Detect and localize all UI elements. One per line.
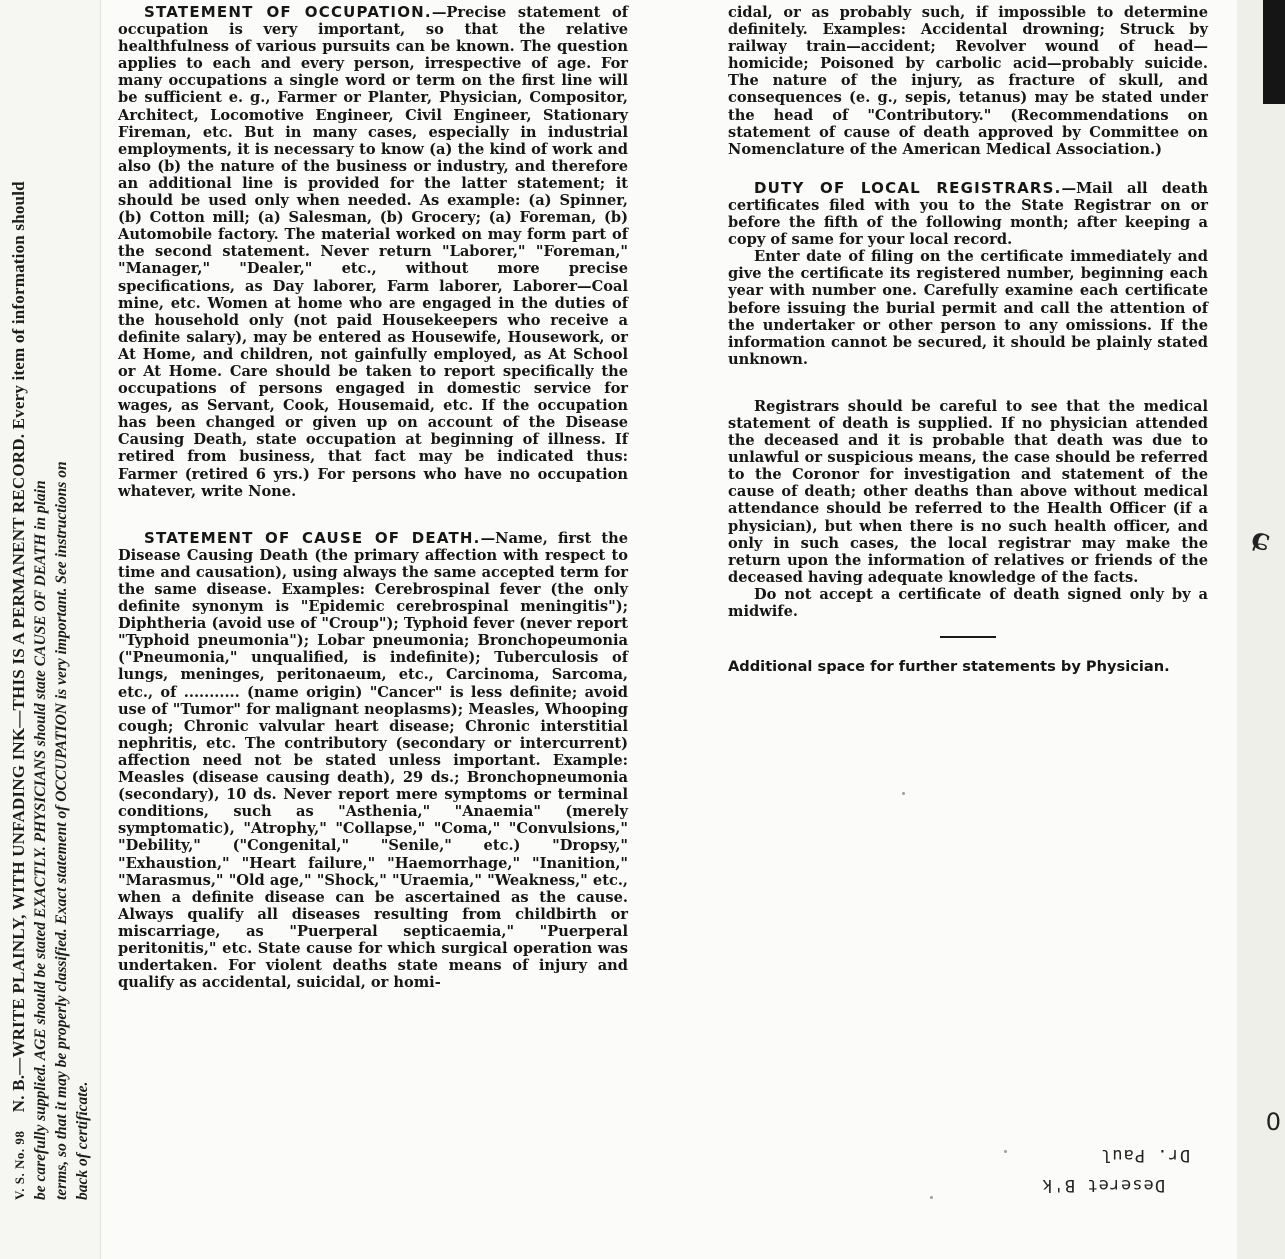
margin-line-4: back of certificate. [74,1081,91,1200]
registrars-paragraph-2: Enter date of filing on the certificate immediately and give the certificate its registered number, beginning each year with number one. Carefully examine each certificate before issuing the burial permit and call the attention of the undertaker or other person to any omissions. If the information cannot be secured, it should be plainly stated unknown. [728,248,1208,368]
left-column [118,4,628,991]
edge-mark: 0 [1265,1108,1281,1136]
margin-line-2: be carefully supplied. AGE should be stated EXACTLY. PHYSICIANS should state CAUSE OF DEATH in plain [32,480,49,1200]
ink-speck [1004,1150,1007,1153]
margin-line-1: N. B.—WRITE PLAINLY, WITH UNFADING INK—THIS IS A PERMANENT RECORD. Every item of information should [9,181,28,1113]
ink-mark-icon: ɕ [1247,520,1275,559]
margin-instructions [8,50,93,1200]
occupation-heading: STATEMENT OF OCCUPATION. [144,3,432,21]
right-edge-dark-corner [1263,0,1285,104]
margin-line-3: terms, so that it may be properly classified. Exact statement of OCCUPATION is very important. See instructions on [53,461,70,1200]
ink-speck [930,1196,933,1199]
registrars-paragraph-4: Do not accept a certificate of death signed only by a midwife. [728,585,1208,620]
stamp-line-2: Dr. Paul [1100,1145,1190,1165]
additional-space-heading: Additional space for further statements by Physician. [728,658,1170,676]
upside-down-stamp [965,1140,1195,1200]
section-divider [940,636,996,638]
left-margin-strip [0,0,101,1259]
cause-continuation: cidal, or as probably such, if impossible to determine definitely. Examples: Accidental drowning; Struck by railway train—accident; Revolver wound of head—homicide; Poisoned by carbolic acid—probably suicide. The nature of the injury, as fracture of skull, and consequences (e. g., sepis, tetanus) may be stated under the head of "Contributory." (Recommendations on statement of cause of death approved by Committee on Nomenclature of the American Medical Association.) [728,4,1208,158]
right-edge-strip [1237,0,1285,1259]
occupation-paragraph [118,4,628,500]
cause-heading: STATEMENT OF CAUSE OF DEATH. [144,528,481,547]
stamp-line-1: Deseret B'k [1041,1175,1165,1195]
form-number: V. S. No. 98 [12,1130,27,1200]
cause-paragraph [118,530,628,992]
registrars-heading: DUTY OF LOCAL REGISTRARS. [754,178,1062,197]
ink-speck [902,792,905,795]
registrars-paragraph-3: Registrars should be careful to see that the medical statement of death is supplied. If no physician attended the deceased and it is probable that death was due to unlawful or suspicious means, the case should be referred to the Coronor for investigation and statement of the cause of death; other deaths than above without medical attendance should be referred to the Health Officer (if a physician), but when there is no such health officer, and only in such cases, the local registrar may make the return upon the information of relatives or friends of the deceased having adequate knowledge of the facts. [728,397,1208,586]
registrars-paragraph-1 [728,180,1208,248]
occupation-text: —Precise statement of occupation is very important, so that the relative healthfulness of various pursuits can be known. The question applies to each and every person, irrespective of age. For many occupations a single word or term on the first line will be sufficient e. g., Farmer or Planter, Physician, Compositor, Architect, Locomotive Engineer, Civil Engineer, Stationary Fireman, etc. But in many cases, especially in industrial employments, it is necessary to know (a) the kind of work and also (b) the nature of the business or industry, and therefore an additional line is provided for the latter statement; it should be used only when needed. As example: (a) Spinner, (b) Cotton mill; (a) Salesman, (b) Grocery; (a) Foreman, (b) Automobile factory. The material worked on may form part of the second statement. Never return "Laborer," "Foreman," "Manager," "Dealer," etc., without more precise specifications, as Day laborer, Farm laborer, Laborer—Coal mine, etc. Women at home who are engaged in the duties of the household only (not paid Housekeepers who receive a definite salary), may be entered as Housewife, Housework, or At Home, and children, not gainfully employed, as At School or At Home. Care should be taken to report specifically the occupations of persons engaged in domestic service for wages, as Servant, Cook, Housemaid, etc. If the occupation has been changed or given up on account of the Disease Causing Death, state occupation at beginning of illness. If retired from business, that fact may be indicated thus: Farmer (retired 6 yrs.) For persons who have no occupation whatever, write None. [118,4,628,500]
registrars-text-1: —Mail all death certificates filed with you to the State Registrar on or before the fifth of the following month; after keeping a copy of same for your local record. [728,179,1208,249]
right-column [728,4,1208,675]
cause-text: —Name, first the Disease Causing Death (the primary affection with respect to time and causation), using always the same accepted term for the same disease. Examples: Cerebrospinal fever (the only definite synonym is "Epidemic cerebrospinal meningitis"); Diphtheria (avoid use of "Croup"); Typhoid fever (never report "Typhoid pneumonia"); Lobar pneumonia; Bronchopeumonia ("Pneumonia," unqualified, is indefinite); Tuberculosis of lungs, meninges, peritonaeum, etc., Carcinoma, Sarcoma, etc., of ........... (name origin) "Cancer" is less definite; avoid use of "Tumor" for malignant neoplasms); Measles, Whooping cough; Chronic valvular heart disease; Chronic interstitial nephritis, etc. The contributory (secondary or intercurrent) affection need not be stated unless important. Example: Measles (disease causing death), 29 ds.; Bronchopneumonia (secondary), 10 ds. Never report mere symptoms or terminal conditions, such as "Asthenia," "Anaemia" (merely symptomatic), "Atrophy," "Collapse," "Coma," "Convulsions," "Debility," ("Congenital," "Senile," etc.) "Dropsy," "Exhaustion," "Heart failure," "Haemorrhage," "Inanition," "Marasmus," "Old age," "Shock," "Uraemia," "Weakness," etc., when a definite disease can be ascertained as the cause. Always qualify all diseases resulting from childbirth or miscarriage, as "Puerperal septicaemia," "Puerperal peritonitis," etc. State cause for which surgical operation was undertaken. For violent deaths state means of injury and qualify as accidental, suicidal, or homi- [118,529,628,992]
